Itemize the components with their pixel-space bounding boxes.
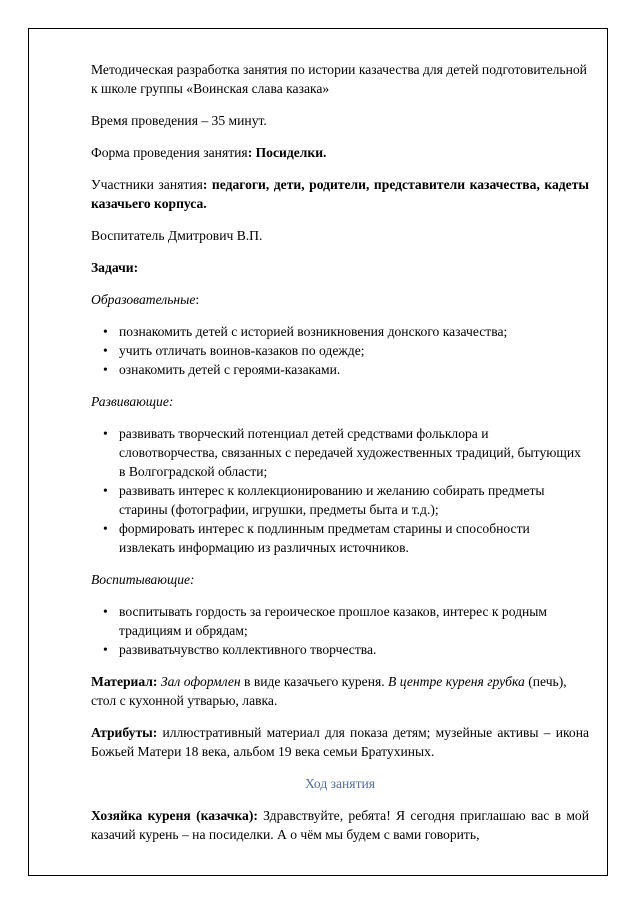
document-body <box>91 60 589 857</box>
educational-list <box>91 322 589 379</box>
doc-title: Методическая разработка занятия по истории казачества для детей подготовительной к школе группы «Воинская слава казака» <box>91 62 587 96</box>
list-item: • познакомить детей с историей возникновения донского казачества; <box>119 322 589 341</box>
form-value: : Посиделки. <box>247 145 327 160</box>
teacher: Воспитатель Дмитрович В.П. <box>91 228 263 243</box>
list-item: • учить отличать воинов-казаков по одежде; <box>119 341 589 360</box>
participants-value: : педагоги, дети, родители, представители казачества, кадеты казачьего корпуса. <box>91 177 589 211</box>
list-item: • формировать интерес к подлинным предметам старины и способности извлекать информацию из различных источников. <box>119 519 589 557</box>
list-item: • развиватьчувство коллективного творчества. <box>119 640 589 659</box>
material-part2: в виде казачьего куреня. <box>240 674 389 689</box>
participants-label: Участники занятия <box>91 177 203 192</box>
list-item: • развивать интерес к коллекционированию и желанию собирать предметы старины (фотографии, игрушки, предметы быта и т.д.); <box>119 481 589 519</box>
attributes-paragraph <box>91 723 589 761</box>
duration: Время проведения – 35 минут. <box>91 113 267 128</box>
hostess-text: Здравствуйте, ребята! Я сегодня приглашаю вас в мой казачий курень – на посиделки. А о чём мы будем с вами говорить, <box>91 808 589 842</box>
material-paragraph <box>91 672 589 710</box>
attributes-label: Атрибуты: <box>91 725 158 740</box>
educational-colon: : <box>195 292 200 307</box>
form-label: Форма проведения занятия <box>91 145 248 160</box>
upbringing-list <box>91 602 589 659</box>
educational-heading-line <box>91 290 589 309</box>
material-part1: Зал оформлен <box>157 674 241 689</box>
hostess-paragraph <box>91 806 589 844</box>
list-item: • развивать творческий потенциал детей средствами фольклора и словотворчества, связанных с передачей художественных традиций, бытующих в Волгоградской области; <box>119 424 589 481</box>
attributes-text: иллюстративный материал для показа детям; музейные активы – икона Божьей Матери 18 века, альбом 19 века семьи Братухиных. <box>91 725 589 759</box>
educational-heading: Образовательные <box>91 292 196 307</box>
developing-list <box>91 424 589 557</box>
material-part4: (печь), стол с кухонной утварью, лавка. <box>91 674 567 708</box>
list-item: • ознакомить детей с героями-казаками. <box>119 360 589 379</box>
participants-line <box>91 175 589 213</box>
list-item: • воспитывать гордость за героическое прошлое казаков, интерес к родным традициям и обрядам; <box>119 602 589 640</box>
course-heading: Ход занятия <box>304 776 376 791</box>
upbringing-heading: Воспитывающие: <box>91 572 195 587</box>
form-line <box>91 143 589 162</box>
tasks-heading: Задачи: <box>91 260 139 275</box>
material-label: Материал: <box>91 674 158 689</box>
hostess-label: Хозяйка куреня (казачка): <box>91 808 258 823</box>
material-part3: В центре куреня грубка <box>388 674 525 689</box>
developing-heading: Развивающие: <box>91 394 174 409</box>
